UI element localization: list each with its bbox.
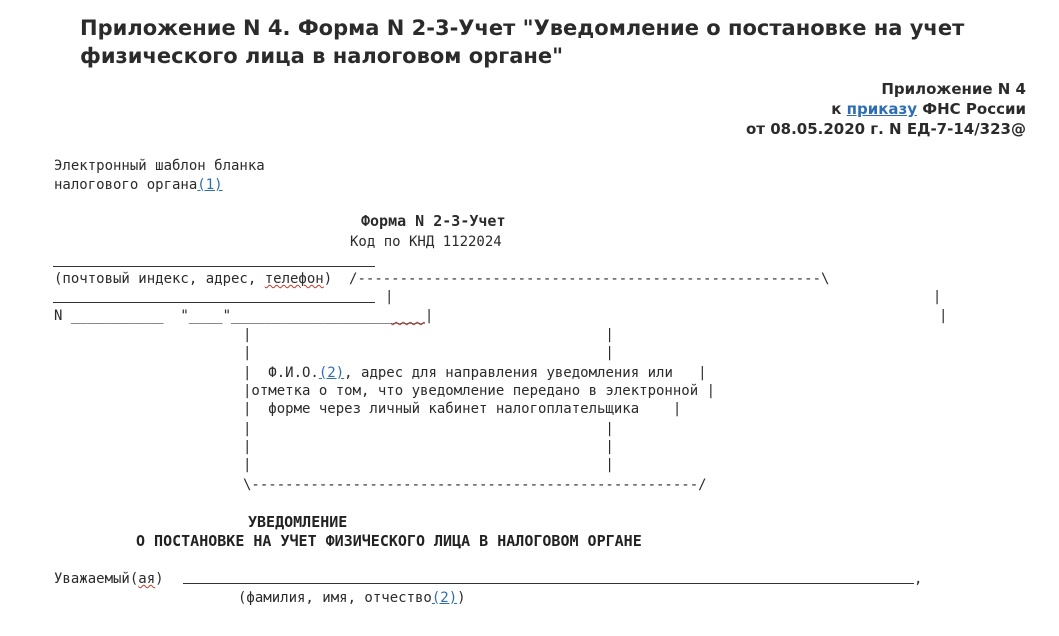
- box-row-fio: [243, 364, 707, 382]
- greeting-close: ): [155, 571, 164, 587]
- number-tail: ___________________: [231, 308, 392, 324]
- template-label-text: налогового органа: [54, 177, 198, 193]
- greeting-comma: ,: [914, 571, 923, 587]
- appendix-suffix: ФНС России: [917, 100, 1026, 118]
- frame-pipe-row-a: | |: [385, 289, 942, 305]
- box-row-2: | |: [243, 345, 614, 361]
- number-mark: ____: [391, 308, 425, 324]
- box-row-1: | |: [243, 327, 614, 343]
- address-frame-top: /-------------------------------------------------------\: [332, 271, 830, 287]
- box-fio-suffix: , адрес для направления уведомления или |: [344, 365, 707, 381]
- notice-heading: УВЕДОМЛЕНИЕ: [248, 513, 348, 531]
- notice-subheading: О ПОСТАНОВКЕ НА УЧЕТ ФИЗИЧЕСКОГО ЛИЦА В НАЛОГОВОМ ОРГАНЕ: [136, 532, 642, 550]
- document-number-line: [54, 307, 947, 325]
- address-hint-phone: телефон: [264, 271, 324, 287]
- sender-address-hint: [54, 270, 829, 288]
- appendix-line-3: от 08.05.2020 г. N ЕД-7-14/323@: [745, 120, 1026, 138]
- footnote-1-link[interactable]: (1): [197, 177, 223, 193]
- form-code: Код по КНД 1122024: [350, 234, 502, 250]
- number-prefix: N ___________ "____": [54, 308, 232, 324]
- box-row-4: | |: [243, 439, 614, 455]
- sender-name-underline: [53, 266, 375, 267]
- number-pipe: | |: [424, 308, 948, 324]
- form-name: Форма N 2-3-Учет: [361, 212, 506, 230]
- box-row-5: | |: [243, 457, 614, 473]
- recipient-name-underline: [183, 583, 914, 584]
- name-hint-close: ): [457, 590, 466, 606]
- box-fio-prefix: | Ф.И.О.: [243, 365, 319, 381]
- appendix-line-2: [831, 99, 1026, 119]
- box-bottom-border: \-----------------------------------------------------/: [243, 477, 707, 493]
- greeting-prefix: Уважаемый(: [54, 571, 139, 587]
- sender-address-underline: [53, 302, 375, 303]
- template-label-line-1: Электронный шаблон бланка: [54, 158, 265, 174]
- page-title: Приложение N 4. Форма N 2-3-Учет "Уведомление о постановке на учет физического лица в налоговом органе": [80, 16, 965, 68]
- template-label-line-2: [54, 176, 223, 194]
- name-hint-prefix: (фамилия, имя, отчество: [238, 590, 432, 606]
- order-link[interactable]: приказу: [846, 100, 918, 118]
- greeting-ending: ая: [138, 571, 156, 587]
- address-hint-prefix: (почтовый индекс, адрес,: [54, 271, 265, 287]
- address-hint-close: ): [323, 271, 333, 287]
- greeting: [54, 570, 164, 588]
- footnote-2-link-name[interactable]: (2): [431, 590, 458, 606]
- box-row-3: | |: [243, 421, 614, 437]
- box-row-electronic: |отметка о том, что уведомление передано в электронной |: [243, 383, 716, 399]
- footnote-2-link[interactable]: (2): [318, 365, 345, 381]
- box-row-cabinet: | форме через личный кабинет налогоплательщика |: [243, 401, 682, 417]
- appendix-prefix: к: [831, 100, 847, 118]
- appendix-line-1: Приложение N 4: [881, 80, 1026, 98]
- recipient-name-hint: [238, 589, 466, 607]
